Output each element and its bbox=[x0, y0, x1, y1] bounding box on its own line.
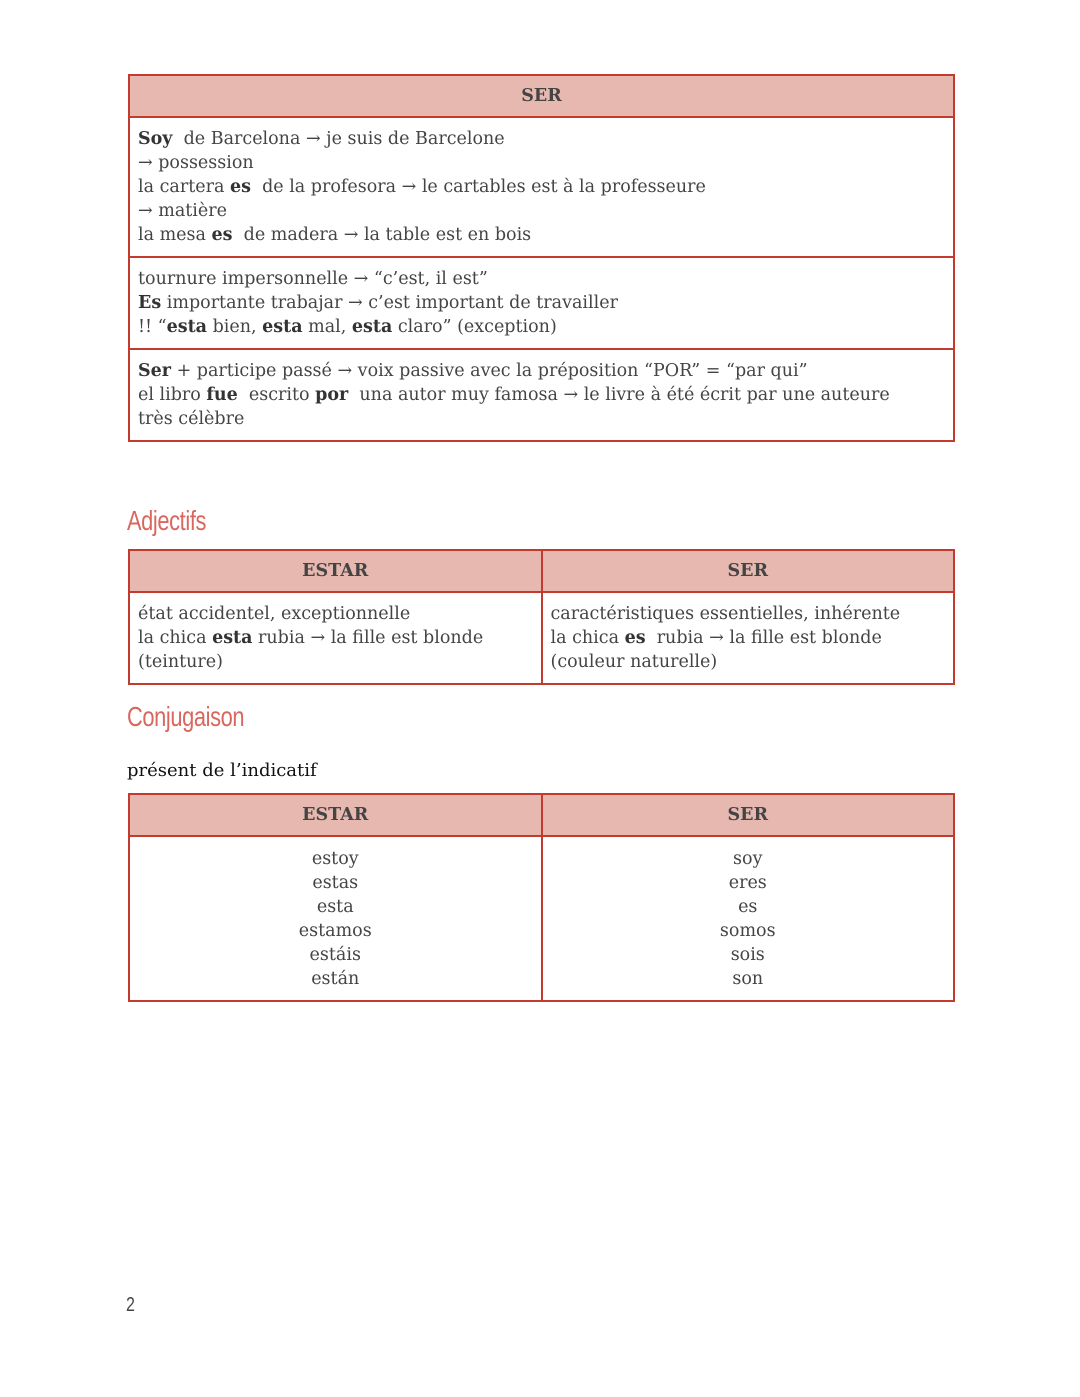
text-segment: + participe passé → voix passive avec la préposition “POR” = “par qui” bbox=[171, 361, 808, 381]
conjugaison-header-estar: ESTAR bbox=[129, 794, 542, 836]
text-line bbox=[138, 127, 945, 151]
bold-verb: Es bbox=[138, 293, 162, 313]
text-segment: !! “ bbox=[138, 317, 167, 337]
section-title-adjectifs: Adjectifs bbox=[127, 505, 207, 536]
ser-row-origin-possession-matter bbox=[129, 117, 954, 257]
text-segment: caractéristiques essentielles, inhérente bbox=[550, 604, 901, 624]
adjectifs-header-estar: ESTAR bbox=[129, 550, 542, 592]
text-segment: la cartera bbox=[138, 177, 230, 197]
conjugation-form: somos bbox=[719, 921, 776, 941]
bold-verb: esta bbox=[262, 317, 303, 337]
conjugation-form: sois bbox=[730, 945, 765, 965]
conjugation-form: eres bbox=[728, 873, 767, 893]
conjugation-form: esta bbox=[316, 897, 354, 917]
text-segment: escrito bbox=[237, 385, 316, 405]
conjugaison-subtitle: présent de l’indicatif bbox=[127, 760, 317, 781]
text-segment: très célèbre bbox=[138, 409, 245, 429]
text-segment: la mesa bbox=[138, 225, 212, 245]
conjugation-form: soy bbox=[733, 849, 763, 869]
conjugaison-cell-ser bbox=[542, 836, 955, 1001]
section-title-conjugaison: Conjugaison bbox=[127, 701, 245, 732]
text-segment: mal, bbox=[302, 317, 352, 337]
text-line bbox=[138, 407, 945, 431]
text-segment: état accidentel, exceptionnelle bbox=[138, 604, 411, 624]
text-line bbox=[138, 383, 945, 407]
bold-verb: esta bbox=[212, 628, 253, 648]
text-segment: tournure impersonnelle → “c’est, il est” bbox=[138, 269, 488, 289]
conjugation-form: son bbox=[732, 969, 764, 989]
text-line bbox=[138, 291, 945, 315]
adjectifs-header-ser: SER bbox=[542, 550, 955, 592]
bold-verb: es bbox=[211, 225, 233, 245]
ser-row-impersonal bbox=[129, 257, 954, 349]
text-line bbox=[138, 359, 945, 383]
text-segment: la chica bbox=[550, 628, 625, 648]
bold-verb: por bbox=[315, 385, 349, 405]
conjugaison-header-ser: SER bbox=[542, 794, 955, 836]
text-line bbox=[138, 602, 533, 626]
conjugaison-table bbox=[128, 793, 955, 1002]
text-segment: la chica bbox=[138, 628, 213, 648]
conjugation-form: están bbox=[311, 969, 360, 989]
text-line bbox=[138, 151, 945, 175]
bold-verb: es bbox=[624, 628, 646, 648]
text-line bbox=[138, 650, 533, 674]
text-segment: una autor muy famosa → le livre à été écrit par une auteure bbox=[348, 385, 890, 405]
text-segment: claro” (exception) bbox=[392, 317, 557, 337]
text-segment: rubia → la fille est blonde bbox=[645, 628, 882, 648]
text-segment: bien, bbox=[207, 317, 263, 337]
text-line bbox=[138, 175, 945, 199]
text-line bbox=[138, 199, 945, 223]
page-number: 2 bbox=[126, 1294, 135, 1316]
text-segment: → possession bbox=[138, 153, 254, 173]
text-line bbox=[138, 223, 945, 247]
text-line bbox=[138, 267, 945, 291]
text-segment: de la profesora → le cartables est à la professeure bbox=[250, 177, 706, 197]
text-line bbox=[138, 315, 945, 339]
text-segment: rubia → la fille est blonde bbox=[252, 628, 484, 648]
text-segment: el libro bbox=[138, 385, 207, 405]
bold-verb: Soy bbox=[138, 129, 173, 149]
text-segment: (couleur naturelle) bbox=[550, 652, 718, 672]
conjugation-form: estas bbox=[312, 873, 359, 893]
text-line bbox=[551, 626, 946, 650]
bold-verb: esta bbox=[351, 317, 393, 337]
bold-verb: esta bbox=[166, 317, 207, 337]
conjugation-form: estáis bbox=[309, 945, 361, 965]
conjugation-form: es bbox=[738, 897, 758, 917]
conjugation-form: estamos bbox=[298, 921, 372, 941]
text-segment: (teinture) bbox=[138, 652, 223, 672]
text-segment: de Barcelona → je suis de Barcelone bbox=[172, 129, 505, 149]
ser-table-header: SER bbox=[129, 75, 954, 117]
text-line bbox=[551, 650, 946, 674]
ser-usage-table bbox=[128, 74, 955, 442]
text-segment: → matière bbox=[138, 201, 227, 221]
adjectifs-cell-ser bbox=[542, 592, 955, 684]
adjectifs-table bbox=[128, 549, 955, 685]
bold-verb: es bbox=[229, 177, 251, 197]
text-segment: de madera → la table est en bois bbox=[232, 225, 532, 245]
text-line bbox=[551, 602, 946, 626]
conjugation-form: estoy bbox=[311, 849, 359, 869]
text-line bbox=[138, 626, 533, 650]
conjugaison-cell-estar bbox=[129, 836, 542, 1001]
bold-verb: Ser bbox=[138, 361, 171, 381]
text-segment: importante trabajar → c’est important de travailler bbox=[161, 293, 618, 313]
bold-verb: fue bbox=[206, 385, 238, 405]
adjectifs-cell-estar bbox=[129, 592, 542, 684]
ser-row-passive-voice bbox=[129, 349, 954, 441]
